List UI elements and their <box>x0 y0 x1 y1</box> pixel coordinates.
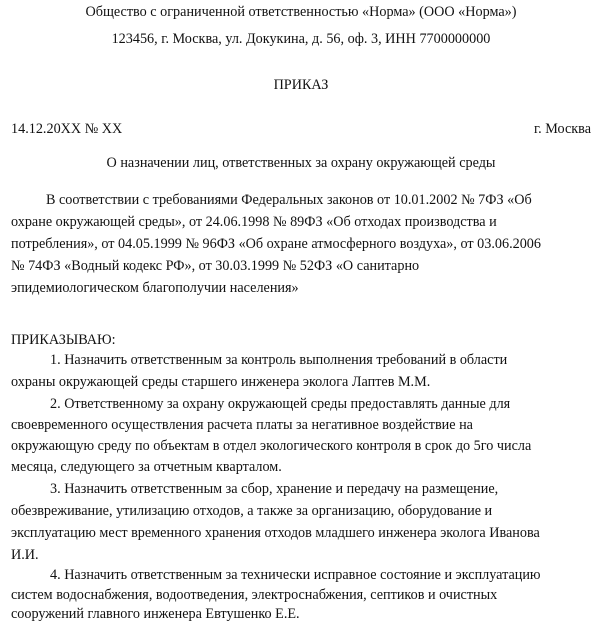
preamble-line: потребления», от 04.05.1999 № 96ФЗ «Об охране атмосферного воздуха», от 03.06.2006 <box>11 236 541 252</box>
order-item-line: 4. Назначить ответственным за технически исправное состояние и эксплуатацию <box>50 567 541 583</box>
document-title: ПРИКАЗ <box>273 77 329 93</box>
order-item-line: систем водоснабжения, водоотведения, электроснабжения, септиков и очистных <box>11 587 498 603</box>
preamble-line: эпидемиологическом благополучии населения» <box>11 280 299 296</box>
order-subject: О назначении лиц, ответственных за охрану окружающей среды <box>106 155 496 171</box>
organization-name: Общество с ограниченной ответственностью «Норма» (ООО «Норма») <box>85 4 517 20</box>
preamble-line: охране окружающей среды», от 24.06.1998 № 89ФЗ «Об отходах производства и <box>11 214 497 230</box>
order-item-line: 1. Назначить ответственным за контроль выполнения требований в области <box>50 352 508 368</box>
order-date-number: 14.12.20XX № XX <box>11 121 123 137</box>
order-item-line: 2. Ответственному за охрану окружающей среды предоставлять данные для <box>50 396 511 412</box>
order-item-line: 3. Назначить ответственным за сбор, хранение и передачу на размещение, <box>50 481 499 497</box>
organization-address: 123456, г. Москва, ул. Докукина, д. 56, оф. 3, ИНН 7700000000 <box>111 31 491 47</box>
order-item-line: обезвреживание, утилизацию отходов, а также за организацию, оборудование и <box>11 503 493 519</box>
order-item-line: месяца, следующего за отчетным кварталом. <box>11 459 282 475</box>
directive-heading: ПРИКАЗЫВАЮ: <box>11 332 116 348</box>
order-item-line: своевременного осуществления расчета платы за негативное воздействие на <box>11 417 473 433</box>
order-item-line: И.И. <box>11 547 39 563</box>
order-item-line: окружающую среду по объектам в отдел экологического контроля в срок до 5го числа <box>11 438 532 454</box>
order-item-line: сооружений главного инженера Евтушенко Е.Е. <box>11 606 300 622</box>
order-item-line: эксплуатацию мест временного хранения отходов младшего инженера эколога Иванова <box>11 525 540 541</box>
preamble-line: В соответствии с требованиями Федеральных законов от 10.01.2002 № 7ФЗ «Об <box>46 192 532 208</box>
preamble-line: № 74ФЗ «Водный кодекс РФ», от 30.03.1999 № 52ФЗ «О санитарно <box>11 258 420 274</box>
order-city: г. Москва <box>533 121 591 137</box>
order-item-line: охраны окружающей среды старшего инженера эколога Лаптев М.М. <box>11 374 431 390</box>
